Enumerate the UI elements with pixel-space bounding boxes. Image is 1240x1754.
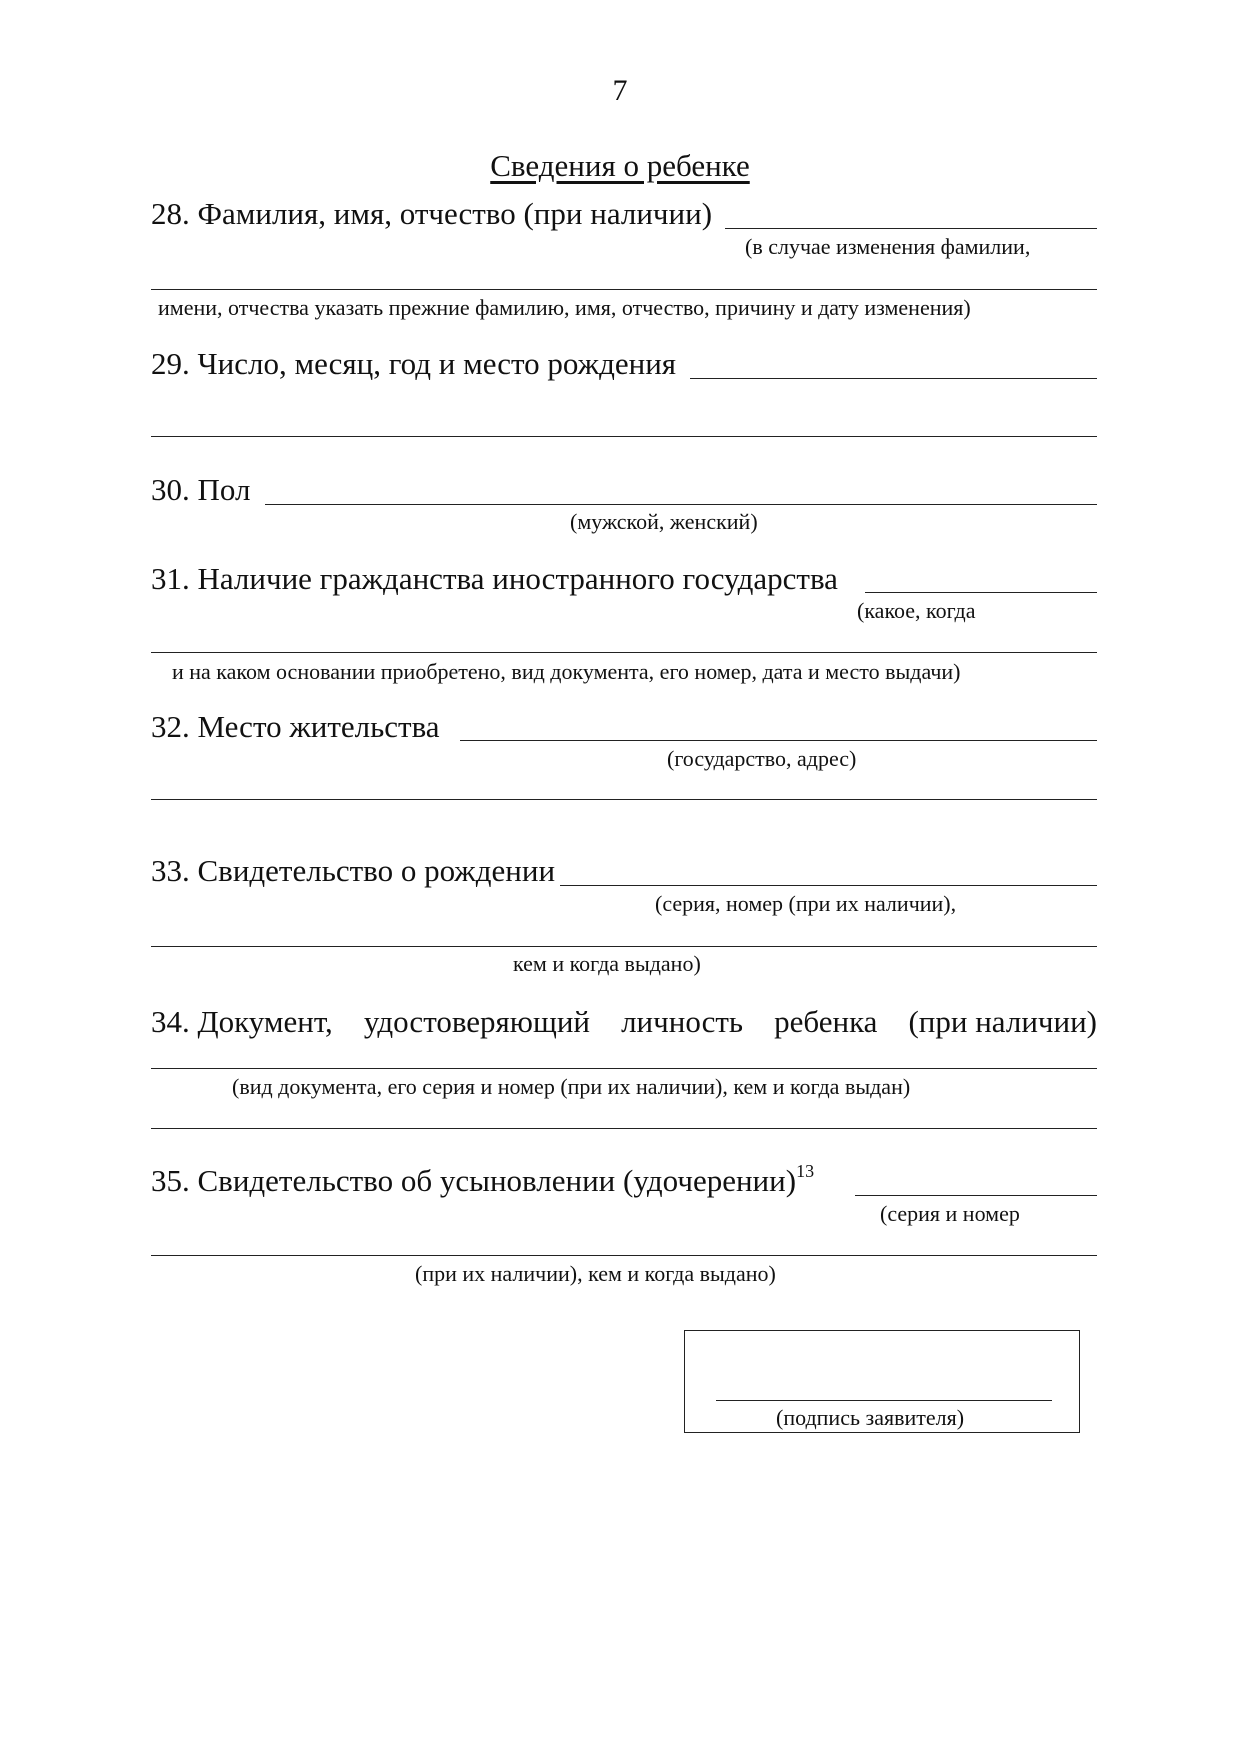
field-29-label: 29. Число, месяц, год и место рождения [151, 346, 677, 381]
field-31-hint-1: (какое, когда [857, 598, 976, 623]
field-34-word-4: ребенка [774, 1004, 878, 1039]
section-heading: Сведения о ребенке [490, 148, 750, 183]
field-28-hint-1: (в случае изменения фамилии, [745, 234, 1031, 259]
field-30-label: 30. Пол [151, 472, 251, 507]
field-31-input-line[interactable] [865, 592, 1097, 593]
field-28-hint-2: имени, отчества указать прежние фамилию, имя, отчество, причину и дату изменения) [158, 295, 971, 320]
field-34-label [151, 1006, 1097, 1037]
field-34-word-1: 34. Документ, [151, 1004, 333, 1039]
field-32-input-line-2[interactable] [151, 799, 1097, 800]
footnote-ref-13: 13 [796, 1161, 815, 1181]
field-35-input-line[interactable] [855, 1195, 1097, 1196]
field-28-input-line-2[interactable] [151, 289, 1097, 290]
field-32-input-line[interactable] [460, 740, 1097, 741]
field-34-hint: (вид документа, его серия и номер (при их наличии), кем и когда выдан) [232, 1074, 911, 1099]
field-28-input-line[interactable] [725, 228, 1097, 229]
field-32-hint: (государство, адрес) [667, 746, 857, 771]
field-29-input-line-2[interactable] [151, 436, 1097, 437]
field-29-input-line[interactable] [690, 378, 1097, 379]
field-31-hint-2: и на каком основании приобретено, вид документа, его номер, дата и место выдачи) [172, 659, 961, 684]
field-31-label: 31. Наличие гражданства иностранного государства [151, 561, 838, 596]
field-33-label: 33. Свидетельство о рождении [151, 853, 556, 888]
signature-line[interactable] [716, 1400, 1052, 1401]
field-35-hint-1: (серия и номер [880, 1201, 1020, 1226]
field-34-word-2: удостоверяющий [363, 1004, 591, 1039]
page-number: 7 [612, 74, 628, 107]
field-33-hint-1: (серия, номер (при их наличии), [655, 891, 957, 916]
field-28-label: 28. Фамилия, имя, отчество (при наличии) [151, 196, 713, 231]
field-34-word-5: (при наличии) [908, 1004, 1097, 1039]
field-33-hint-2: кем и когда выдано) [513, 951, 701, 976]
field-33-input-line-2[interactable] [151, 946, 1097, 947]
field-30-input-line[interactable] [265, 504, 1097, 505]
field-32-label: 32. Место жительства [151, 709, 440, 744]
field-34-input-line[interactable] [151, 1068, 1097, 1069]
field-34-word-3: личность [621, 1004, 744, 1039]
field-35-hint-2: (при их наличии), кем и когда выдано) [415, 1261, 776, 1286]
field-33-input-line[interactable] [560, 885, 1097, 886]
field-31-input-line-2[interactable] [151, 652, 1097, 653]
field-35-input-line-2[interactable] [151, 1255, 1097, 1256]
signature-caption: (подпись заявителя) [776, 1405, 965, 1430]
field-30-hint: (мужской, женский) [570, 509, 758, 534]
field-34-input-line-2[interactable] [151, 1128, 1097, 1129]
field-35-label: 35. Свидетельство об усыновлении (удочерении)$^{13}$ [151, 1161, 815, 1198]
